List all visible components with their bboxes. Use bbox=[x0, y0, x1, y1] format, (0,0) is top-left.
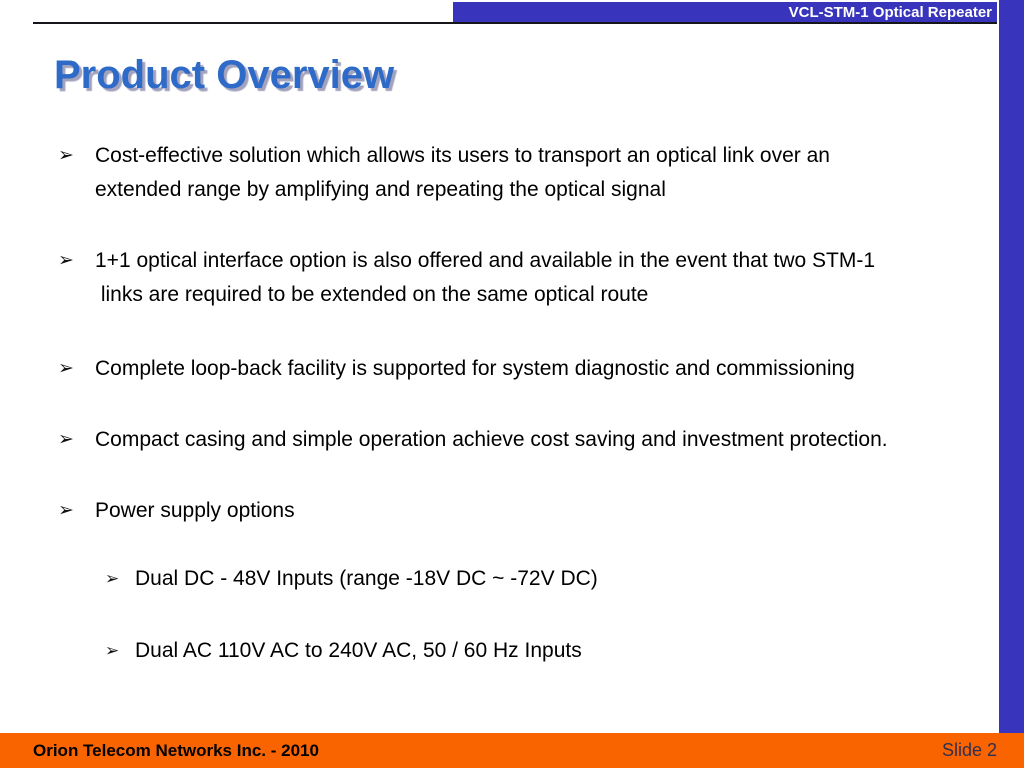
arrow-bullet-icon: ➢ bbox=[58, 145, 74, 166]
bullet-text bbox=[135, 634, 994, 668]
right-accent-strip bbox=[999, 0, 1024, 733]
bullet-text-line: links are required to be extended on the same optical route bbox=[95, 283, 649, 306]
arrow-bullet-icon: ➢ bbox=[58, 429, 74, 450]
bullet-item bbox=[0, 494, 994, 528]
bullet-text bbox=[95, 423, 994, 457]
bullet-text bbox=[95, 352, 994, 386]
bullet-text bbox=[95, 494, 994, 528]
slide-number-label: Slide 2 bbox=[941, 740, 997, 760]
bullet-text-line: Compact casing and simple operation achieve cost saving and investment protection. bbox=[95, 428, 888, 451]
bullet-text-line: extended range by amplifying and repeating the optical signal bbox=[95, 178, 666, 201]
sub-bullet-item bbox=[0, 634, 994, 668]
bullet-text-line: Complete loop-back facility is supported for system diagnostic and commissioning bbox=[95, 357, 855, 380]
sub-bullet-item bbox=[0, 562, 994, 596]
bullet-text-line: Dual AC 110V AC to 240V AC, 50 / 60 Hz Inputs bbox=[135, 639, 582, 662]
header-tag-bar: VCL-STM-1 Optical Repeater bbox=[453, 2, 997, 24]
bullet-text bbox=[135, 562, 994, 596]
bullet-item bbox=[0, 244, 994, 312]
footer-company-label: Orion Telecom Networks Inc. - 2010 bbox=[33, 741, 319, 760]
bullet-text-line: Cost-effective solution which allows its users to transport an optical link over an bbox=[95, 144, 830, 167]
arrow-bullet-icon: ➢ bbox=[58, 500, 74, 521]
arrow-bullet-icon: ➢ bbox=[58, 250, 74, 271]
bullet-text-line: Dual DC - 48V Inputs (range -18V DC ~ -72V DC) bbox=[135, 567, 598, 590]
bullet-text bbox=[95, 244, 994, 312]
bullet-text bbox=[95, 139, 994, 207]
footer-bar bbox=[0, 733, 1024, 768]
bullet-item bbox=[0, 352, 994, 386]
bullet-text-line: 1+1 optical interface option is also offered and available in the event that two STM-1 bbox=[95, 249, 876, 272]
arrow-bullet-icon: ➢ bbox=[105, 569, 120, 588]
bullet-text-line: Power supply options bbox=[95, 499, 295, 522]
arrow-bullet-icon: ➢ bbox=[58, 358, 74, 379]
bullet-item bbox=[0, 139, 994, 207]
header-divider-line bbox=[33, 22, 997, 24]
page-title: Product Overview bbox=[54, 53, 395, 97]
arrow-bullet-icon: ➢ bbox=[105, 641, 120, 660]
bullet-item bbox=[0, 423, 994, 457]
